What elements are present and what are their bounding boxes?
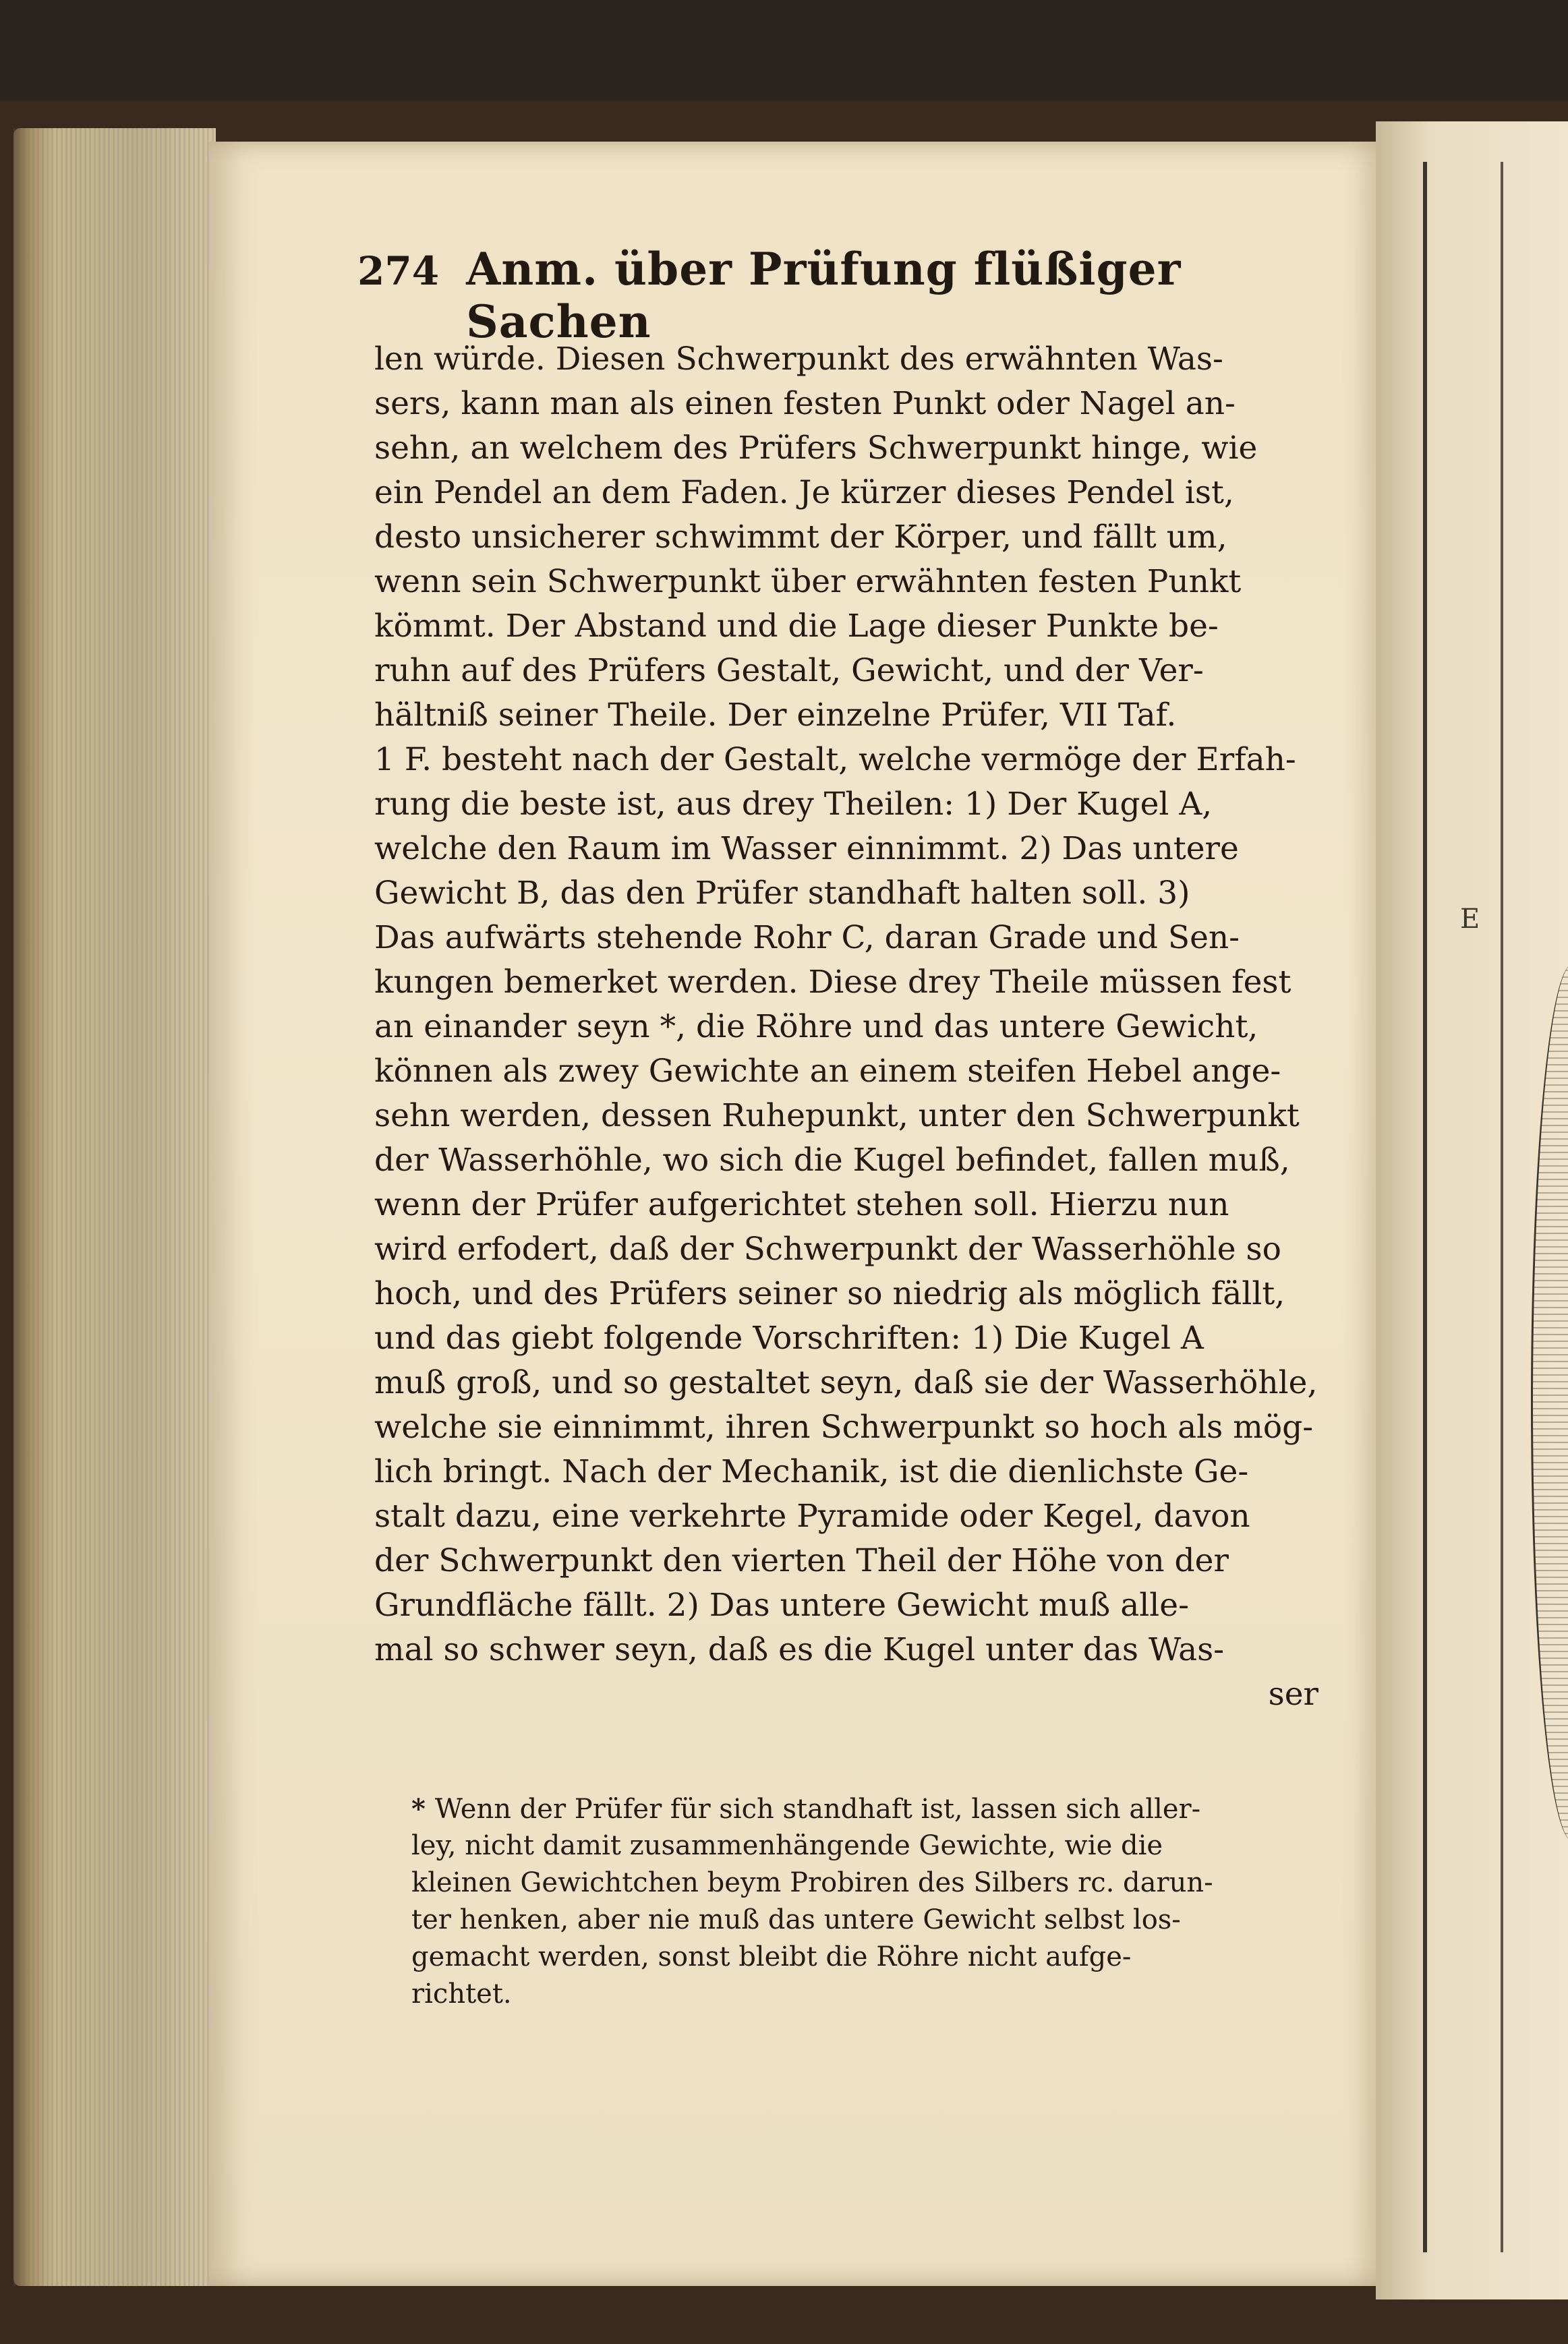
text-line: muß groß, und so gestaltet seyn, daß sie der Wasserhöhle,: [374, 1364, 1318, 1401]
text-line: stalt dazu, eine verkehrte Pyramide oder Kegel, davon: [374, 1498, 1250, 1535]
text-line: desto unsicherer schwimmt der Körper, und fällt um,: [374, 519, 1227, 556]
body-text: [374, 337, 1318, 1717]
text-line: der Schwerpunkt den vierten Theil der Höhe von der: [374, 1542, 1229, 1579]
text-line: sehn werden, dessen Ruhepunkt, unter den Schwerpunkt: [374, 1097, 1300, 1134]
text-line: können als zwey Gewichte an einem steifen Hebel ange-: [374, 1053, 1281, 1090]
page-header: [357, 243, 1248, 348]
text-line: der Wasserhöhle, wo sich die Kugel befindet, fallen muß,: [374, 1142, 1290, 1179]
catchword: ser: [1268, 1676, 1318, 1713]
plate-letter: E: [1460, 904, 1480, 935]
text-line: und das giebt folgende Vorschriften: 1) Die Kugel A: [374, 1320, 1204, 1357]
text-line: sers, kann man als einen festen Punkt oder Nagel an-: [374, 385, 1236, 422]
text-line: an einander seyn *, die Röhre und das untere Gewicht,: [374, 1008, 1258, 1045]
footnote-line: ter henken, aber nie muß das untere Gewicht selbst los-: [411, 1904, 1181, 1935]
text-line: hoch, und des Prüfers seiner so niedrig als möglich fällt,: [374, 1275, 1285, 1312]
text-line: wird erfodert, daß der Schwerpunkt der Wasserhöhle so: [374, 1231, 1281, 1268]
text-line: wenn sein Schwerpunkt über erwähnten festen Punkt: [374, 563, 1242, 600]
text-line: ein Pendel an dem Faden. Je kürzer dieses Pendel ist,: [374, 474, 1234, 511]
text-line: welche den Raum im Wasser einnimmt. 2) Das untere: [374, 830, 1239, 867]
text-line: Gewicht B, das den Prüfer standhaft halten soll. 3): [374, 875, 1190, 912]
footnote-line: richtet.: [411, 1979, 512, 2010]
footnote-marker: *: [411, 1793, 426, 1825]
text-line: Das aufwärts stehende Rohr C, daran Grade und Sen-: [374, 919, 1240, 956]
plate-rule: [1423, 162, 1427, 2252]
facing-plate: [1376, 121, 1568, 2299]
text-line: hältniß seiner Theile. Der einzelne Prüfer, VII Taf.: [374, 697, 1177, 734]
footnote-line: ley, nicht damit zusammenhängende Gewichte, wie die: [411, 1830, 1163, 1861]
text-line: welche sie einnimmt, ihren Schwerpunkt so hoch als mög-: [374, 1409, 1314, 1446]
text-line: wenn der Prüfer aufgerichtet stehen soll. Hierzu nun: [374, 1186, 1229, 1223]
text-line: mal so schwer seyn, daß es die Kugel unter das Was-: [374, 1631, 1225, 1668]
text-line: Grundfläche fällt. 2) Das untere Gewicht muß alle-: [374, 1587, 1190, 1624]
page-edges: [13, 128, 216, 2286]
running-head: Anm. über Prüfung flüßiger Sachen: [466, 243, 1182, 348]
plate-engraving: [1531, 964, 1568, 1841]
text-line: ruhn auf des Prüfers Gestalt, Gewicht, und der Ver-: [374, 652, 1204, 689]
text-line: 1 F. besteht nach der Gestalt, welche vermöge der Erfah-: [374, 741, 1296, 778]
text-line: sehn, an welchem des Prüfers Schwerpunkt hinge, wie: [374, 430, 1258, 467]
text-line: kömmt. Der Abstand und die Lage dieser Punkte be-: [374, 608, 1219, 645]
footnote-line: gemacht werden, sonst bleibt die Röhre nicht aufge-: [411, 1941, 1132, 1972]
text-line: lich bringt. Nach der Mechanik, ist die dienlichste Ge-: [374, 1453, 1249, 1490]
text-line: rung die beste ist, aus drey Theilen: 1) Der Kugel A,: [374, 786, 1213, 823]
text-line: len würde. Diesen Schwerpunkt des erwähnten Was-: [374, 341, 1223, 378]
footnote-line: Wenn der Prüfer für sich standhaft ist, lassen sich aller-: [434, 1794, 1201, 1825]
footnote: [411, 1790, 1315, 2013]
page-number: 274: [357, 248, 440, 294]
plate-rule: [1501, 162, 1503, 2252]
footnote-line: kleinen Gewichtchen beym Probiren des Silbers rc. darun-: [411, 1867, 1213, 1898]
text-line: kungen bemerket werden. Diese drey Theile müssen fest: [374, 964, 1291, 1001]
